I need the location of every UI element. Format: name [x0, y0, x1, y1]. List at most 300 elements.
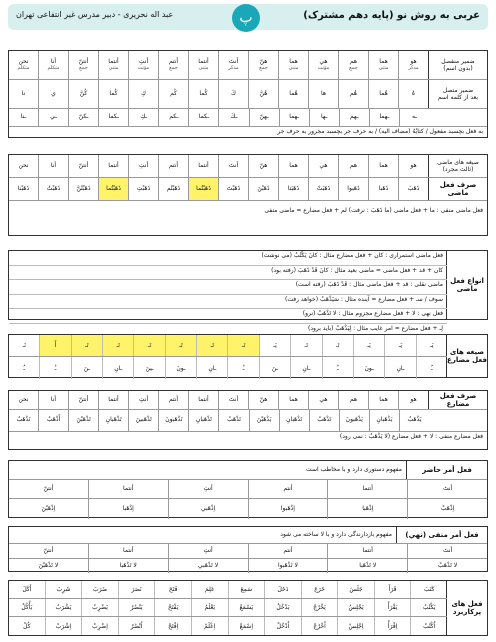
past-head-cell-text: هما	[289, 161, 298, 169]
nahi-form-cell-text: لا تَذْهَبْ	[437, 561, 458, 569]
nahi-form-cell	[327, 559, 407, 573]
word-imper-cell-text: كُلْ	[23, 622, 31, 630]
pronoun-cell-text: هو	[410, 57, 417, 65]
attached-pronoun-cell-text: ها	[321, 89, 326, 97]
imper-head-cell-text: أنتما	[362, 484, 373, 492]
words-past-row	[9, 581, 447, 599]
nahi-heads-row	[9, 544, 487, 559]
pronoun-cell-text: هم	[349, 57, 358, 65]
word-present-cell	[228, 599, 265, 616]
past-head-cell	[128, 155, 158, 177]
pronoun-cell-text: هي	[319, 57, 328, 65]
present-prefix-cell-text: نَـ	[22, 342, 26, 349]
past-form-cell-text: ذَهَبْنَ	[257, 184, 270, 192]
present-prefix-cell	[39, 335, 70, 356]
word-past-cell-text: ضَرَبَ	[92, 586, 108, 593]
past-form-cell	[68, 178, 98, 200]
nahi-form-cell	[248, 559, 328, 573]
present-prefix-cell	[416, 335, 447, 356]
present-prefix-cell	[353, 335, 384, 356]
word-imper-cell	[191, 617, 228, 635]
past-types-side: انواع فعل ماضی	[446, 251, 487, 319]
attached-suffix-cell-text: ـه	[411, 113, 417, 121]
conj-form-cell	[339, 410, 369, 431]
attached-suffix-cell-text: ـكما	[108, 113, 119, 121]
nahi-form-cell	[88, 559, 168, 573]
pronoun-cell-text: أنتما	[198, 57, 209, 65]
past-label-text: صیغه های ماضی	[437, 158, 479, 166]
conj-head-cell-text: هنّ	[259, 395, 268, 403]
past-form-cell-text: ذَهَبْتُ	[46, 184, 61, 192]
past-form-cell	[368, 178, 398, 200]
attached-suffix-cell	[279, 109, 309, 126]
conj-head-cell-text: أنتما	[108, 395, 119, 403]
present-suffix-cell	[227, 357, 258, 379]
attached-pronoun-cell-text: هُم	[349, 89, 358, 97]
past-head-cell-text: أنتَ	[228, 161, 239, 169]
past-head-cell	[398, 155, 428, 177]
verb-types-lines	[9, 251, 447, 332]
conj-head-cell	[128, 391, 158, 409]
nahi-form-cell	[168, 559, 248, 573]
conj-form-cell-text: یَذْهَبونَ	[345, 416, 363, 424]
word-past-cell	[264, 581, 301, 598]
word-past-cell-text: شَرِبَ	[56, 586, 71, 593]
pronoun-label	[428, 51, 487, 79]
past-head-cell-text: أنتما	[108, 161, 119, 169]
conj-head-cell-text: أنتم	[168, 395, 179, 403]
conj-head-cell-text: هو	[410, 395, 417, 403]
present-prefix-cell	[102, 335, 133, 356]
past-form-cell	[9, 178, 38, 200]
conj-form-cell-text: أَذْهَبُ	[46, 416, 61, 424]
attached-suffix-cell	[339, 109, 369, 126]
present-suffix-cell	[71, 357, 102, 379]
nahi-head-cell-text: أنتم	[283, 546, 293, 554]
nahi-head-cell	[88, 544, 168, 558]
word-imper-cell	[228, 617, 265, 635]
present-prefix-cell-text: یَـ	[273, 342, 277, 349]
word-past-cell	[374, 581, 411, 598]
word-imper-cell	[264, 617, 301, 635]
present-suffix-cell	[9, 357, 39, 379]
past-form-cell-text: ذَهَبْتُما	[106, 184, 121, 192]
past-forms-row	[9, 178, 428, 200]
conj-head-cell-text: هي	[319, 395, 328, 403]
imper-head-cell-text: أنتَ	[442, 484, 453, 492]
imper-title: فعل أمر حاضر	[406, 461, 487, 479]
word-imper-cell-text: اُدْخُلْ	[276, 622, 290, 630]
conj-forms-row	[9, 410, 487, 432]
pronoun-cell	[68, 51, 98, 79]
attached-suffix-cell	[128, 109, 158, 126]
attached-suffix-cell-text: ـكم	[169, 113, 179, 121]
attached-pronoun-cell-text: كَ	[231, 89, 236, 97]
pronoun-cell-text: أنتما	[108, 57, 119, 65]
words-section	[8, 580, 488, 636]
nahi-form-cell-text: لا تَذْهَبا	[359, 561, 377, 569]
past-head-cell-text: أنتِ	[138, 161, 149, 169]
conj-form-cell	[188, 410, 218, 431]
present-prefix-row	[9, 335, 447, 357]
word-imper-cell-text: اُنْصُرْ	[130, 622, 143, 630]
attached-suffix-cell	[38, 109, 68, 126]
pronoun-row-3	[9, 109, 487, 127]
word-imper-cell-text: اُخْرُجْ	[313, 622, 326, 630]
word-present-cell-text: یَدْخُلُ	[276, 604, 290, 611]
nahi-head-cell	[407, 544, 487, 558]
present-suffix-cell-text: ـُ	[336, 364, 339, 372]
attached-pronoun-cell	[188, 80, 218, 108]
present-suffix-cell	[133, 357, 164, 379]
conj-form-cell	[249, 410, 279, 431]
author-line: عبد اله نحریری - دبیر مدرس غیر انتفاعی تهران	[16, 10, 174, 19]
present-prefix-cell	[196, 335, 227, 356]
verb-types-section	[8, 250, 488, 332]
word-past-cell	[228, 581, 265, 598]
word-past-cell-text: أَكَلَ	[22, 586, 32, 593]
word-present-cell-text: یَقْرَأُ	[387, 604, 398, 611]
nahi-desc: مفهوم بازدارندگی دارد و با لا ساخته می شود	[280, 531, 392, 539]
past-form-cell	[158, 178, 188, 200]
present-suffix-cell-text: ـانِ	[396, 364, 405, 372]
past-title: صرف فعل ماضی	[428, 178, 487, 200]
present-suffix-cell-text: ـنَ	[83, 364, 91, 372]
word-present-cell	[301, 599, 338, 616]
pronoun-cell-sub: مذکر	[408, 64, 419, 71]
conj-form-cell-text: تَذْهَبینَ	[135, 416, 152, 424]
attached-pronoun-cell-text: هُنَّ	[259, 89, 268, 97]
verb-type-line: فعل نهی : لا + فعل مضارع مجزوم مثال : لا تَذْهَبْ (نرو)	[9, 309, 447, 324]
word-imper-cell	[81, 617, 118, 635]
attached-suffix-cell	[68, 109, 98, 126]
word-imper-cell	[9, 617, 45, 635]
imper-form-cell-text: اِذْهَبا	[122, 504, 134, 512]
word-past-cell	[9, 581, 45, 598]
past-form-cell-text: ذَهَبْتُنَّ	[76, 184, 91, 192]
present-prefix-cell	[133, 335, 164, 356]
attached-pronoun-cell	[398, 80, 428, 108]
attached-suffix-cell	[399, 109, 429, 126]
past-head-cell	[338, 155, 368, 177]
past-head-cell	[368, 155, 398, 177]
present-prefix-cell-text: تَـ	[304, 342, 309, 349]
attached-pronoun-cell-text: نا	[21, 89, 26, 97]
past-head-cell	[68, 155, 98, 177]
past-note: فعل ماضی منفی : ما + فعل ماضی (ما ذَهَبَ : نرفت) لم + فعل مضارع = ماضی منفی	[264, 207, 483, 214]
word-present-cell	[410, 599, 447, 616]
present-suffix-cell-text: ـینَ	[145, 364, 154, 372]
attached-pronoun-cell	[98, 80, 128, 108]
attached-suffix-cell-text: ـها	[321, 113, 328, 121]
attached-pronoun-cell-text: كُنَّ	[79, 89, 88, 97]
past-head-cell-text: هم	[349, 161, 358, 169]
attached-pronoun-cell	[158, 80, 188, 108]
imper-heads-row	[9, 480, 487, 499]
attached-suffix-cell	[309, 109, 339, 126]
pronoun-cell-sub: مذکر	[228, 64, 239, 71]
past-head-cell	[98, 155, 128, 177]
pronoun-cell	[158, 51, 188, 79]
present-prefix-cell-text: أَ	[54, 342, 57, 349]
words-imper-row	[9, 617, 447, 635]
present-suffix-cell-text: ـونَ	[176, 364, 186, 372]
pronoun-cell-sub: جمع	[169, 64, 178, 71]
attached-suffix-cell-text: ـهنّ	[259, 113, 269, 121]
conj-heads-row	[9, 391, 428, 409]
conj-head-cell-text: أنتنّ	[78, 395, 89, 403]
attached-suffix-cell	[158, 109, 188, 126]
past-head-cell-text: أنتما	[198, 161, 209, 169]
present-suffix-cell-text: ـُ	[23, 364, 26, 372]
attached-suffix-cell-text: ـكَ	[230, 113, 238, 121]
past-form-cell	[398, 178, 428, 200]
imper-form-cell	[88, 499, 168, 519]
word-past-cell	[191, 581, 228, 598]
present-prefix-cell	[259, 335, 290, 356]
attached-pronoun-cell-text: كِ	[141, 89, 146, 97]
pronoun-cell-text: أنتِ	[138, 57, 149, 65]
past-head-cell	[308, 155, 338, 177]
word-present-cell-text: یَأْكُلُ	[21, 604, 33, 611]
imper-form-cell	[248, 499, 328, 519]
pronoun-cell-text: هما	[289, 57, 298, 65]
past-head-cell	[38, 155, 68, 177]
present-prefix-cell	[165, 335, 196, 356]
pronoun-cell-sub: مثنی	[198, 64, 209, 71]
conj-form-cell	[158, 410, 188, 431]
conj-form-cell	[9, 410, 38, 431]
present-prefix-cell	[322, 335, 353, 356]
pronoun-cell	[338, 51, 368, 79]
word-present-cell	[337, 599, 374, 616]
present-suffix-cell-text: ـانِ	[114, 364, 123, 372]
past-head-cell	[188, 155, 218, 177]
pronoun-cell-sub: متکلم	[47, 64, 60, 71]
present-prefix-cell	[384, 335, 415, 356]
present-prefix-cell-text: تَـ	[210, 342, 215, 349]
pronoun-cell	[398, 51, 428, 79]
past-form-cell	[218, 178, 248, 200]
pronoun-cell-text: نحن	[18, 57, 29, 65]
conj-head-cell	[248, 391, 278, 409]
nahi-form-cell	[9, 559, 88, 573]
conj-form-cell-text: تَذْهَبانِ	[195, 416, 212, 424]
conj-head-cell	[98, 391, 128, 409]
past-form-cell-text: ذَهَبْتُما	[196, 184, 211, 192]
conj-form-cell-text: تَذْهَبُ	[227, 416, 241, 424]
nahi-head-cell-text: أنتما	[123, 546, 134, 554]
past-head-cell	[248, 155, 278, 177]
present-suffix-cell	[290, 357, 321, 379]
word-past-cell-text: سَمِعَ	[240, 586, 253, 593]
conj-head-cell	[68, 391, 98, 409]
present-suffix-cell-text: ـُ	[430, 364, 433, 372]
attached-suffix-cell-text: ـهما	[379, 113, 390, 121]
attached-suffix-cell-text: ـهما	[289, 113, 300, 121]
word-present-cell-text: یَجْلِسُ	[348, 604, 364, 611]
imper-head-cell-text: أنتم	[283, 484, 293, 492]
pronoun-cell-text: هنّ	[259, 57, 268, 65]
pronoun-cell	[368, 51, 398, 79]
imper-head-cell	[168, 480, 248, 498]
conj-head-cell-text: نحن	[18, 395, 29, 403]
conj-head-cell-text: أنا	[50, 395, 57, 403]
word-present-cell-text: یَخْرُجُ	[313, 604, 326, 611]
pronoun-cell-sub: مؤنث	[137, 64, 150, 71]
present-prefix-cell	[227, 335, 258, 356]
conj-head-cell-text: هما	[289, 395, 298, 403]
pronoun-cell	[278, 51, 308, 79]
nahi-title: فعل أمر منفی (نهي)	[396, 527, 487, 543]
past-label-sub: (ثالث مجرد)	[442, 166, 474, 173]
pronoun-label-text: ضمیر منفصل	[441, 57, 475, 65]
pronoun-cell-text: هما	[379, 57, 388, 65]
conj-form-cell-text: تَذْهَبانِ	[105, 416, 122, 424]
word-imper-cell-text: اِسْمَعْ	[239, 622, 253, 630]
conj-form-cell-text: یَذْهَبْنَ	[256, 416, 272, 424]
past-form-cell	[98, 178, 128, 200]
pronoun-cell	[188, 51, 218, 79]
past-form-cell	[338, 178, 368, 200]
attached-suffix-cell-text: ـي	[50, 113, 57, 121]
word-past-cell-text: نَصَرَ	[131, 586, 142, 593]
past-suffix-row	[9, 155, 428, 177]
present-prefix-cell	[290, 335, 321, 356]
word-imper-cell	[118, 617, 155, 635]
conj-head-cell	[278, 391, 308, 409]
conj-form-cell	[369, 410, 399, 431]
conj-head-cell	[368, 391, 398, 409]
nahi-form-cell-text: لا تَذْهَبا	[119, 561, 137, 569]
pronouns-section	[8, 50, 488, 138]
present-prefix-cell-text: تَـ	[85, 342, 89, 349]
present-suffix-cell-text: ـانِ	[208, 364, 217, 372]
conj-form-cell	[218, 410, 248, 431]
nahi-head-cell-text: أنتِ	[203, 546, 213, 554]
attached-suffix-cell-text: ـكِ	[140, 113, 148, 121]
past-form-cell-text: ذَهَبْتِ	[136, 184, 151, 192]
word-past-cell	[81, 581, 118, 598]
conj-title: صرف فعل مضارع	[428, 391, 487, 409]
word-past-cell-text: دَخَلَ	[277, 586, 289, 593]
pronoun-cell-sub: جمع	[349, 64, 358, 71]
imper-form-cell	[327, 499, 407, 519]
conj-head-cell	[188, 391, 218, 409]
conj-form-cell	[279, 410, 309, 431]
imper-form-cell-text: اِذْهَبْنَ	[41, 504, 56, 512]
past-head-cell	[218, 155, 248, 177]
attached-pronoun-cell-text: كُم	[170, 89, 177, 97]
present-grid	[9, 335, 447, 377]
attached-suffix-cell	[249, 109, 279, 126]
attached-pronoun-cell	[128, 80, 158, 108]
present-section	[8, 334, 488, 378]
words-side: فعل های پرکاربرد	[446, 581, 487, 635]
word-imper-cell-text: اِشْرَبْ	[55, 622, 72, 630]
pronoun-cell	[38, 51, 68, 79]
pronoun-cell-sub: مثنی	[288, 64, 299, 71]
conj-form-cell	[98, 410, 128, 431]
conj-head-cell-text: هما	[379, 395, 388, 403]
word-present-cell	[374, 599, 411, 616]
imper-head-cell-text: أنتنّ	[43, 484, 54, 492]
pronoun-cell-sub: مثنی	[378, 64, 389, 71]
word-imper-cell-text: اُكْتُبْ	[423, 622, 436, 630]
attached-pronoun-cell	[38, 80, 68, 108]
attached-pronoun-cell	[68, 80, 98, 108]
conj-form-cell-text: یَذْهَبانِ	[376, 416, 393, 424]
word-present-cell-text: یَنْصُرُ	[130, 604, 143, 611]
conj-form-cell	[399, 410, 429, 431]
conj-head-cell	[38, 391, 68, 409]
past-head-cell-text: أنتنّ	[78, 161, 89, 169]
word-present-cell	[45, 599, 82, 616]
present-prefix-cell-text: یَـ	[398, 342, 403, 349]
attached-label-sub: بعد از کلمه اسم	[437, 94, 479, 101]
word-present-cell	[81, 599, 118, 616]
word-present-cell	[264, 599, 301, 616]
present-suffix-cell-text: ـنَ	[271, 364, 279, 372]
conj-form-cell-text: نَذْهَبُ	[16, 416, 31, 424]
word-past-cell-text: كَتَبَ	[423, 586, 435, 593]
conj-form-cell-text: تَذْهَبُ	[317, 416, 332, 424]
word-imper-cell	[374, 617, 411, 635]
attached-suffix-cell	[369, 109, 399, 126]
words-grid	[9, 581, 447, 635]
word-present-cell	[191, 599, 228, 616]
present-suffix-cell-text: ـونَ	[364, 364, 374, 372]
present-prefix-cell	[9, 335, 39, 356]
attached-suffix-cell	[188, 109, 218, 126]
imper-head-cell	[327, 480, 407, 498]
conj-head-cell	[398, 391, 428, 409]
past-head-cell	[9, 155, 38, 177]
conj-head-cell-text: أنتما	[198, 395, 209, 403]
attached-pronoun-cell-text: هُما	[289, 89, 298, 97]
imper-head-cell	[88, 480, 168, 498]
past-form-cell	[128, 178, 158, 200]
word-past-cell-text: جَلَسَ	[349, 586, 363, 593]
present-prefix-cell-text: تَـ	[336, 342, 340, 349]
conj-note: فعل مضارع منفی : لا + فعل مضارع (لا یَذْهَبُ : نمی رود)	[339, 433, 483, 440]
attached-suffix-cell-text: ـنا	[20, 113, 27, 121]
pronoun-row-2	[9, 80, 428, 108]
present-suffix-cell	[353, 357, 384, 379]
imper-head-cell	[248, 480, 328, 498]
word-present-cell	[154, 599, 191, 616]
pronoun-row-1	[9, 51, 428, 79]
pronoun-cell	[248, 51, 278, 79]
pronoun-cell-text: أنتنّ	[78, 57, 89, 65]
logo: پ	[232, 4, 260, 32]
word-present-cell-text: یَفْتَحُ	[167, 604, 179, 611]
attached-pronoun-cell	[278, 80, 308, 108]
word-present-cell-text: یَعْلَمُ	[204, 604, 216, 611]
conj-form-cell	[128, 410, 158, 431]
word-past-cell-text: عَلِمَ	[204, 586, 215, 593]
nahi-head-cell	[327, 544, 407, 558]
present-prefix-cell-text: یَـ	[430, 342, 434, 349]
past-head-cell	[158, 155, 188, 177]
nahi-head-cell	[248, 544, 328, 558]
attached-pronoun-cell	[368, 80, 398, 108]
past-form-cell	[308, 178, 338, 200]
pronoun-cell-text: أنتَ	[228, 57, 239, 65]
attached-pronoun-cell	[338, 80, 368, 108]
past-form-cell	[278, 178, 308, 200]
conj-head-cell	[338, 391, 368, 409]
